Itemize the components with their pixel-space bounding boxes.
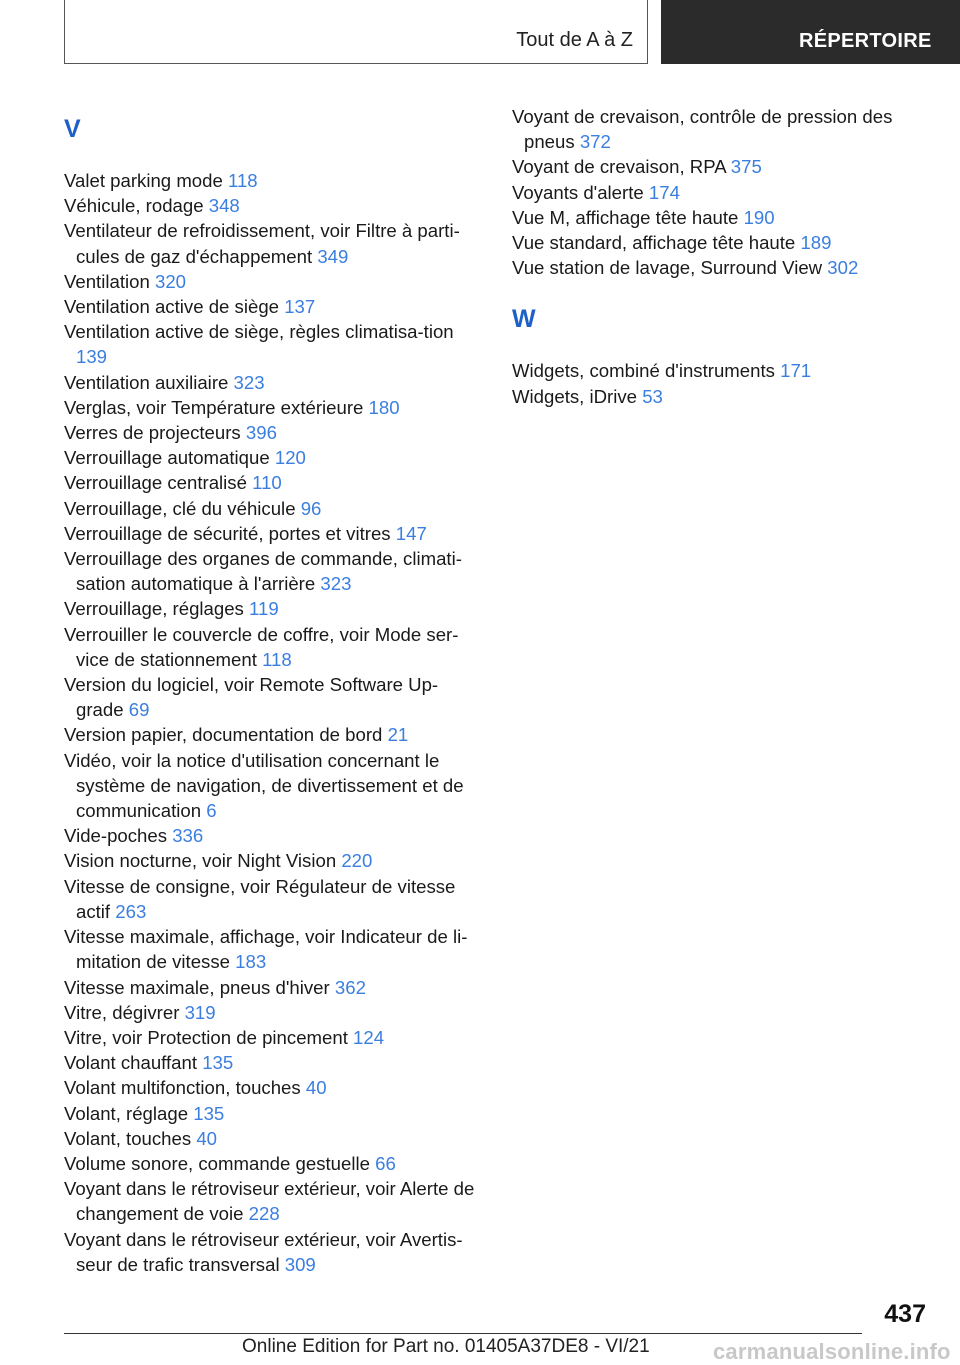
index-entry <box>512 384 932 409</box>
index-entry-text: Valet parking mode <box>64 170 223 191</box>
index-entry-text: Verrouillage, réglages <box>64 598 244 620</box>
header-chapter-tab <box>661 0 960 64</box>
index-entry-text: Vitesse maximale, pneus d'hiver <box>64 976 330 998</box>
index-entry-text: Verrouillage, clé du véhicule <box>64 497 296 519</box>
index-entry <box>512 230 932 255</box>
index-entry-text: Vitre, voir Protection de pincement <box>64 1026 348 1048</box>
index-entry <box>64 722 484 747</box>
index-entry <box>64 370 484 395</box>
index-entry <box>64 848 484 873</box>
index-entry-text: Voyant dans le rétroviseur extérieur, voir Alerte de changement de voie <box>64 1178 475 1225</box>
index-entry-text: Volume sonore, commande gestuelle <box>64 1152 370 1174</box>
index-entry-text: Verrouillage de sécurité, portes et vitres <box>64 522 391 544</box>
index-entry-text: Volant, réglage <box>64 1102 189 1124</box>
index-entry <box>64 218 484 268</box>
index-entry <box>64 1176 484 1226</box>
index-entry-page-link[interactable]: 119 <box>249 598 279 620</box>
index-entry-text: Vision nocturne, voir Night Vision <box>64 850 337 872</box>
index-entry-text: Voyant dans le rétroviseur extérieur, voir Avertis-seur de trafic transversal <box>64 1228 463 1275</box>
index-entry <box>64 1075 484 1100</box>
index-entry <box>64 1101 484 1126</box>
index-entry <box>64 1227 484 1277</box>
index-entry <box>64 395 484 420</box>
index-entry-text: Verglas, voir Température extérieure <box>64 396 364 418</box>
index-entry-text: Verres de projecteurs <box>64 422 241 444</box>
index-entry <box>512 154 932 179</box>
index-entry-page-link[interactable]: 302 <box>827 257 859 279</box>
index-entry-page-link[interactable]: 6 <box>206 800 217 822</box>
index-entry <box>64 1025 484 1050</box>
index-entry-text: Vue station de lavage, Surround View <box>512 257 823 279</box>
index-entry-page-link[interactable]: 349 <box>317 245 349 267</box>
index-entry-page-link[interactable]: 348 <box>208 195 240 217</box>
index-entry <box>64 168 484 193</box>
index-entry-list <box>512 358 932 408</box>
index-entry <box>512 104 932 154</box>
index-entry-page-link[interactable]: 120 <box>274 447 306 469</box>
index-entry <box>64 269 484 294</box>
page-number: 437 <box>884 1300 926 1328</box>
index-entry <box>64 874 484 924</box>
index-entry-text: Widgets, combiné d'instruments <box>512 360 775 382</box>
index-column-left <box>64 104 484 1277</box>
index-entry-text: Ventilation active de siège, règles climatisa-tion <box>64 321 454 343</box>
index-entry-text: Version papier, documentation de bord <box>64 724 383 746</box>
index-entry-text: Verrouiller le couvercle de coffre, voir Mode ser-vice de stationnement <box>64 623 459 670</box>
index-entry-text: Vitesse maximale, affichage, voir Indicateur de li-mitation de vitesse <box>64 926 468 973</box>
index-entry-text: Véhicule, rodage <box>64 195 204 217</box>
index-entry-text: Voyants d'alerte <box>512 181 644 203</box>
index-entry-page-link[interactable]: 220 <box>341 850 373 872</box>
index-entry-page-link[interactable]: 396 <box>245 422 277 444</box>
index-entry <box>64 470 484 495</box>
index-entry-page-link[interactable]: 53 <box>642 385 663 407</box>
index-entry-text: Ventilateur de refroidissement, voir Filtre à parti-cules de gaz d'échappement <box>64 220 460 267</box>
index-entry-page-link[interactable]: 118 <box>262 648 292 670</box>
index-entry-text: Vue standard, affichage tête haute <box>512 232 796 254</box>
index-entry-text: Vidéo, voir la notice d'utilisation concernant le système de navigation, de divertissement et de communication <box>64 749 464 822</box>
index-entry-page-link[interactable]: 319 <box>184 1001 216 1023</box>
index-entry-page-link[interactable]: 375 <box>730 156 762 178</box>
index-entry-page-link[interactable]: 171 <box>780 360 812 382</box>
index-entry-text: Volant multifonction, touches <box>64 1077 301 1099</box>
index-entry-text: Volant chauffant <box>64 1052 198 1074</box>
index-entry <box>512 180 932 205</box>
index-entry-page-link[interactable]: 110 <box>252 472 282 494</box>
index-entry <box>64 420 484 445</box>
index-entry <box>64 1126 484 1151</box>
index-entry-page-link[interactable]: 263 <box>115 900 147 922</box>
index-column-right <box>512 104 932 409</box>
index-entry <box>64 596 484 621</box>
index-entry-text: Vitesse de consigne, voir Régulateur de vitesse actif <box>64 875 456 922</box>
index-entry-page-link[interactable]: 69 <box>128 699 150 721</box>
index-entry <box>64 319 484 369</box>
index-entry-page-link[interactable]: 362 <box>334 976 366 998</box>
index-entry <box>64 496 484 521</box>
index-entry-page-link[interactable]: 323 <box>233 371 265 393</box>
index-entry-text: Verrouillage des organes de commande, climati-sation automatique à l'arrière <box>64 548 462 595</box>
footer-divider <box>64 1333 862 1334</box>
footer-edition: Online Edition for Part no. 01405A37DE8 - VI/21 <box>242 1336 650 1357</box>
index-entry-list <box>64 168 484 1277</box>
index-entry-text: Voyant de crevaison, RPA <box>512 156 726 178</box>
index-entry-text: Ventilation active de siège <box>64 296 280 318</box>
index-entry-page-link[interactable]: 323 <box>320 573 352 595</box>
index-entry-page-link[interactable]: 320 <box>154 270 187 292</box>
index-entry-page-link[interactable]: 139 <box>76 346 108 368</box>
index-entry-page-link[interactable]: 228 <box>248 1203 280 1225</box>
index-entry-text: Version du logiciel, voir Remote Software Up-grade <box>64 674 439 721</box>
index-entry <box>64 521 484 546</box>
index-entry-text: Vue M, affichage tête haute <box>512 206 739 228</box>
index-entry <box>64 672 484 722</box>
index-entry-page-link[interactable]: 137 <box>284 296 316 318</box>
index-entry-page-link[interactable]: 336 <box>172 825 204 847</box>
index-entry-page-link[interactable]: 372 <box>579 131 611 153</box>
index-entry-page-link[interactable]: 309 <box>284 1253 316 1275</box>
index-entry-page-link[interactable]: 174 <box>648 181 680 203</box>
index-entry-page-link[interactable]: 180 <box>368 396 400 418</box>
index-entry-page-link[interactable]: 21 <box>387 724 409 746</box>
index-entry <box>64 823 484 848</box>
index-entry <box>512 358 932 383</box>
index-entry-text: Widgets, iDrive <box>512 385 638 407</box>
index-entry-page-link[interactable]: 118 <box>228 170 258 191</box>
index-entry-text: Ventilation <box>64 270 150 292</box>
index-entry-page-link[interactable]: 66 <box>375 1152 396 1174</box>
index-entry <box>64 193 484 218</box>
index-entry-text: Voyant de crevaison, contrôle de pression des pneus <box>512 106 893 153</box>
index-entry-page-link[interactable]: 147 <box>395 522 427 544</box>
index-entry-page-link[interactable]: 40 <box>305 1077 327 1099</box>
index-entry <box>64 924 484 974</box>
index-entry <box>64 1151 484 1176</box>
header-section-title: Tout de A à Z <box>516 29 633 51</box>
index-letter-v: V <box>64 115 81 143</box>
index-entry <box>64 748 484 824</box>
index-entry-page-link[interactable]: 183 <box>235 951 267 973</box>
index-entry-page-link[interactable]: 96 <box>300 497 322 519</box>
index-entry-text: Vide-poches <box>64 825 168 847</box>
index-entry-text: Volant, touches <box>64 1127 192 1149</box>
header-chapter-title: RÉPERTOIRE <box>799 30 932 52</box>
index-entry-text: Ventilation auxiliaire <box>64 371 229 393</box>
index-entry-text: Verrouillage automatique <box>64 447 270 469</box>
index-entry-page-link[interactable]: 135 <box>193 1102 225 1124</box>
index-entry-page-link[interactable]: 135 <box>202 1052 234 1074</box>
index-entry-text: Verrouillage centralisé <box>64 472 247 494</box>
index-entry-page-link[interactable]: 124 <box>353 1026 385 1048</box>
index-entry-page-link[interactable]: 189 <box>800 232 832 254</box>
index-entry <box>64 294 484 319</box>
index-entry <box>512 205 932 230</box>
index-entry <box>64 445 484 470</box>
header-section-tab <box>64 0 648 64</box>
index-entry <box>512 255 932 280</box>
index-entry <box>64 546 484 596</box>
watermark: carmanualsonline.info <box>713 1339 951 1364</box>
index-entry <box>64 975 484 1000</box>
index-entry-page-link[interactable]: 190 <box>743 206 775 228</box>
index-letter-w: W <box>512 305 536 334</box>
index-entry <box>64 1000 484 1025</box>
index-entry <box>64 622 484 672</box>
index-entry-page-link[interactable]: 40 <box>196 1127 218 1149</box>
index-entry-list <box>512 104 932 280</box>
index-entry-text: Vitre, dégivrer <box>64 1001 180 1023</box>
index-entry <box>64 1050 484 1075</box>
